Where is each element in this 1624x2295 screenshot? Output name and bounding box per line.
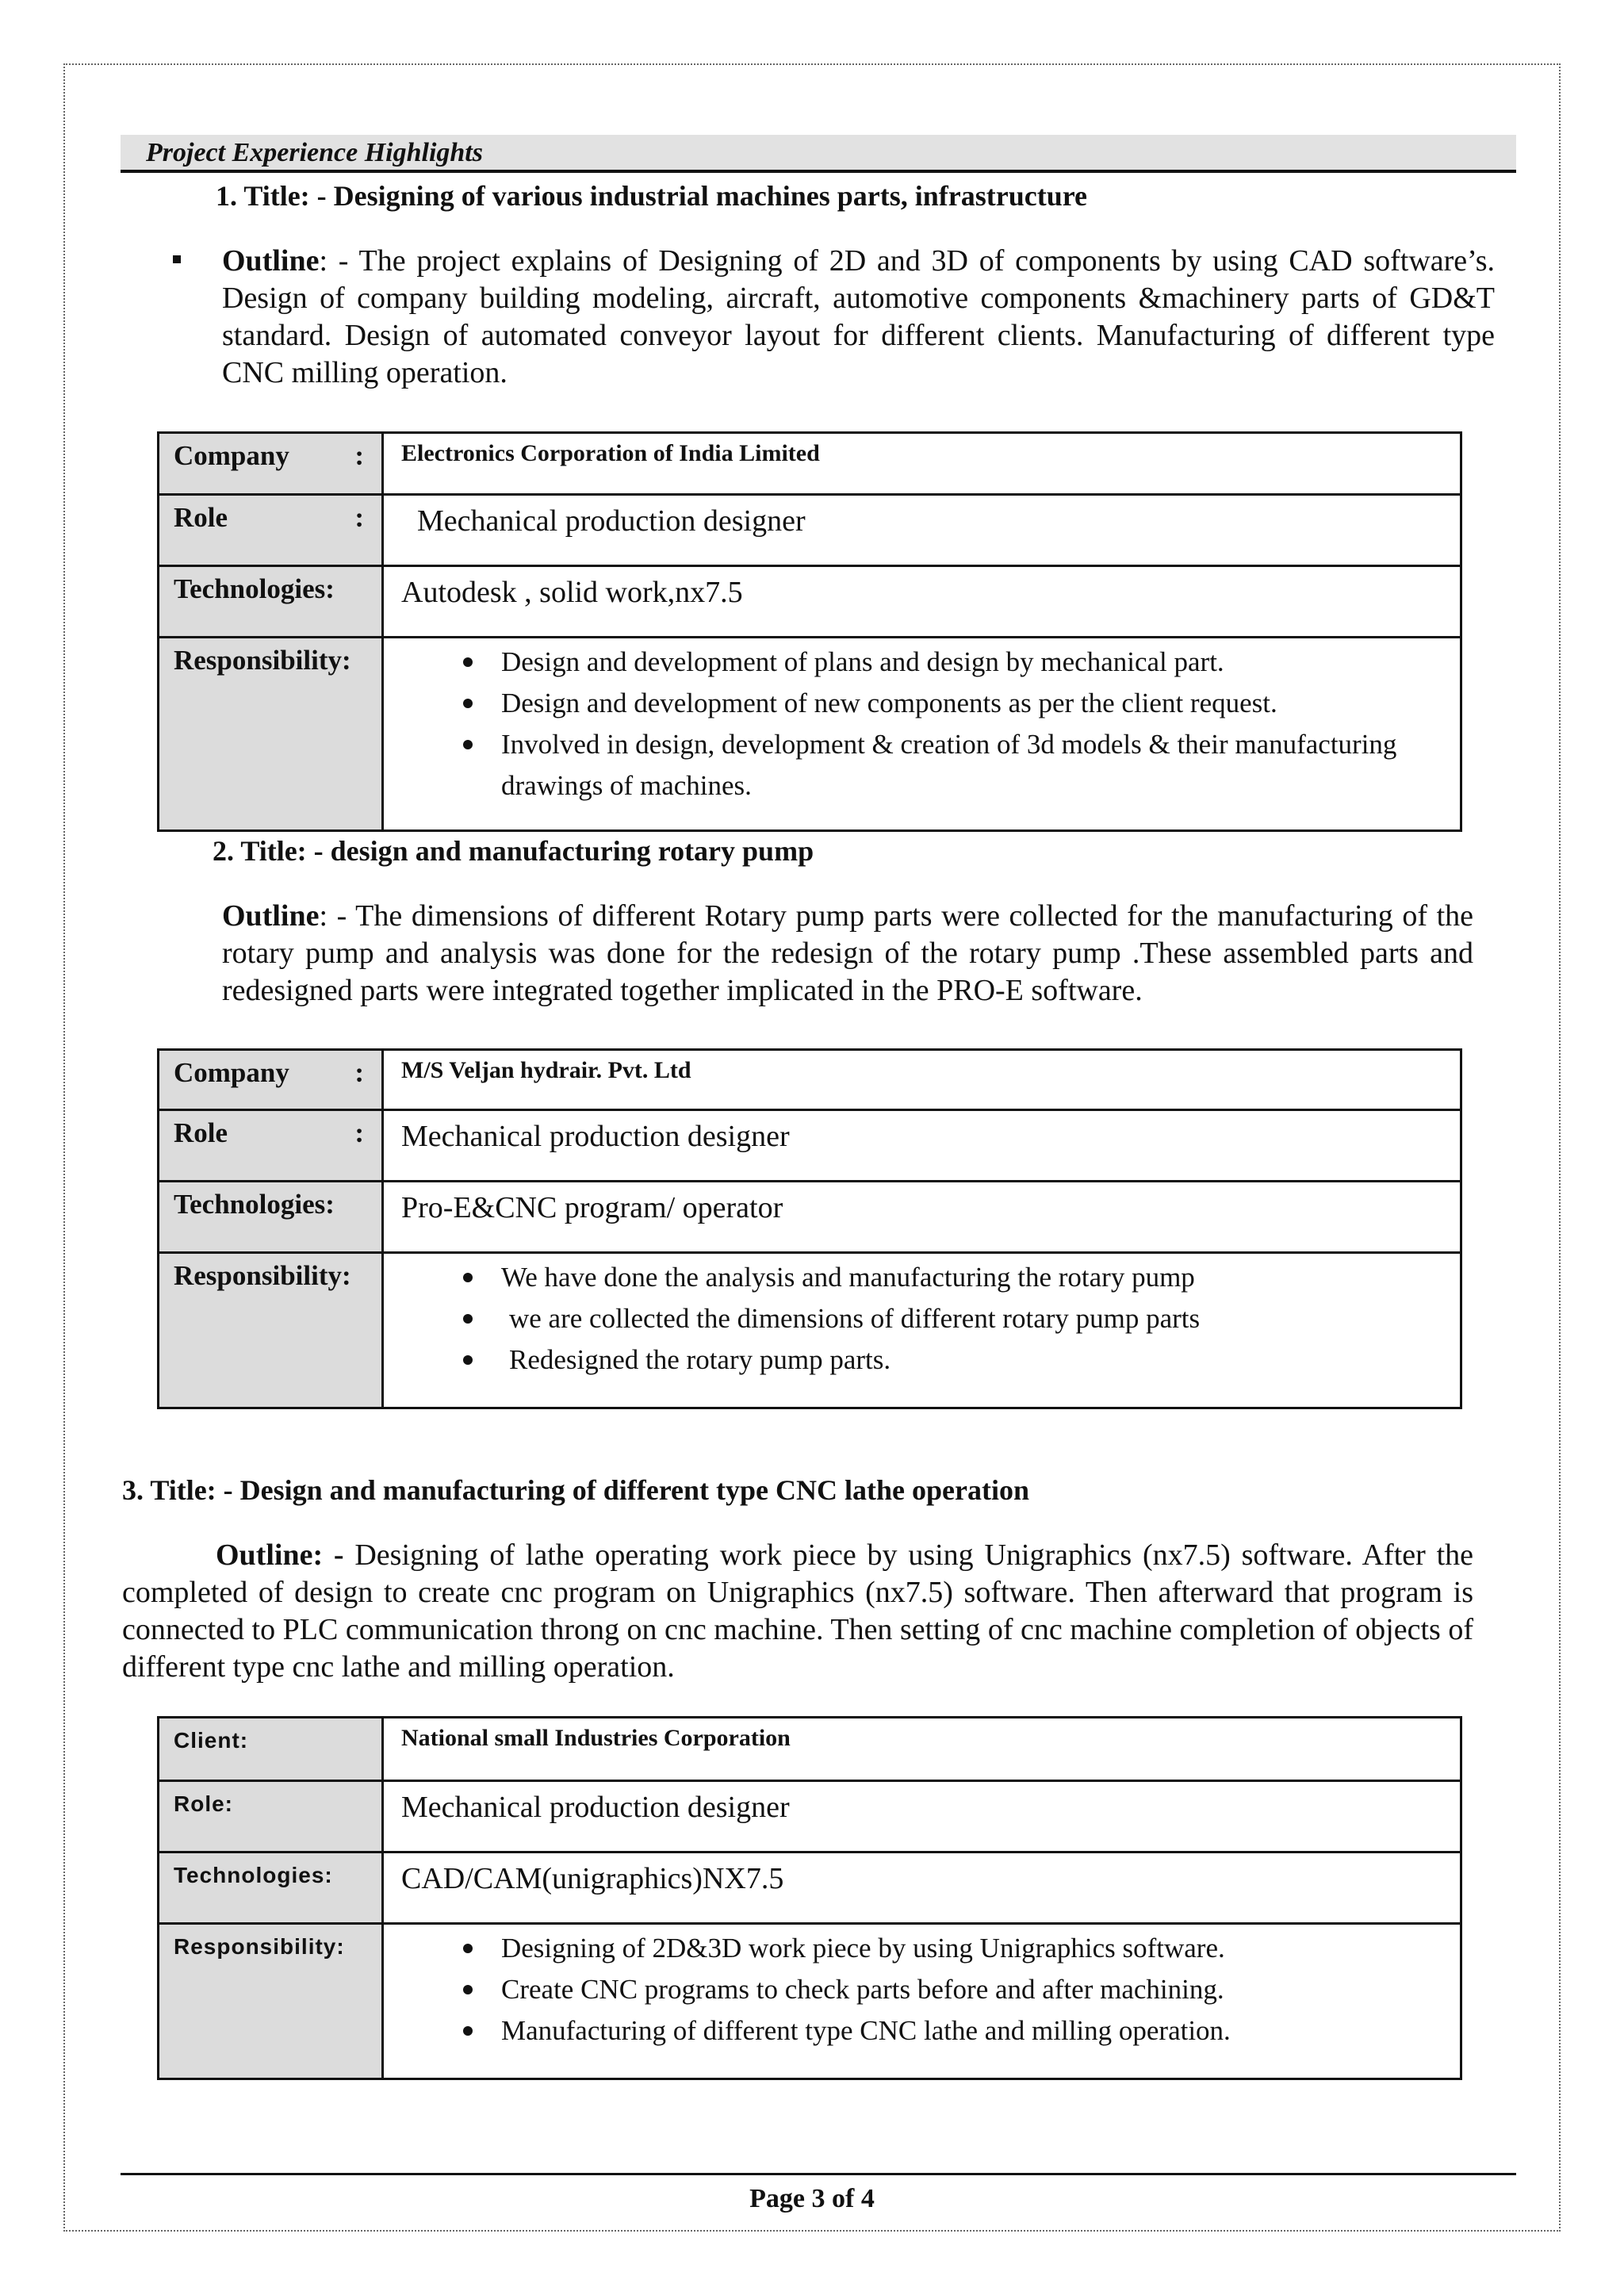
client-label: Client:	[174, 1728, 249, 1753]
tech-value-cell	[383, 1852, 1461, 1924]
list-item: Involved in design, development & creation of 3d models & their manufacturing drawings of machines.	[384, 724, 1460, 807]
company-label-cell	[159, 433, 383, 495]
role-value-cell	[383, 495, 1461, 566]
client-label-cell	[159, 1718, 383, 1781]
list-item: Manufacturing of different type CNC lathe and milling operation.	[384, 2010, 1460, 2052]
role-value-cell	[383, 1781, 1461, 1852]
tech-value-cell	[383, 1182, 1461, 1253]
role-value: Mechanical production designer	[417, 504, 806, 538]
role-label-cell	[159, 495, 383, 566]
table-row	[159, 495, 1461, 566]
project-3-title: 3. Title: - Design and manufacturing of different type CNC lathe operation	[122, 1474, 1029, 1506]
company-label: Company	[174, 1057, 289, 1088]
role-value: Mechanical production designer	[401, 1120, 790, 1153]
colon: :	[354, 502, 364, 533]
list-item: Redesigned the rotary pump parts.	[384, 1339, 1460, 1381]
bullet-icon	[463, 1944, 473, 1953]
project-3-outline	[122, 1537, 1473, 1686]
bullet-icon	[463, 2026, 473, 2036]
list-item: We have done the analysis and manufacturing the rotary pump	[384, 1257, 1460, 1298]
project-1-title: 1. Title: - Designing of various industrial machines parts, infrastructure	[216, 180, 1088, 212]
colon: :	[354, 1117, 364, 1148]
resp-label: Responsibility:	[174, 645, 351, 676]
footer-divider	[121, 2173, 1516, 2175]
tech-value-cell	[383, 566, 1461, 638]
list-item: Create CNC programs to check parts before and after machining.	[384, 1969, 1460, 2010]
table-row	[159, 638, 1461, 831]
project-2-outline	[222, 898, 1473, 1010]
section-header	[121, 135, 1516, 173]
resp-value-cell	[383, 1924, 1461, 2079]
colon: :	[354, 1057, 364, 1088]
project-2-title: 2. Title: - design and manufacturing rotary pump	[213, 835, 814, 867]
table-row	[159, 1924, 1461, 2079]
tech-value: Autodesk , solid work,nx7.5	[401, 576, 743, 609]
responsibility-list	[384, 638, 1460, 807]
bullet-icon	[463, 740, 473, 749]
resp-value-cell	[383, 638, 1461, 831]
outline-text: : - The project explains of Designing of 2D and 3D of components by using CAD software’s. Design of company building modeling, aircraft, automotive components &machinery parts of GD&T standard. Design of automated conveyor layout for different clients. Manufacturing of different type CNC milling operation.	[222, 244, 1495, 389]
colon: :	[354, 440, 364, 471]
role-label: Role	[174, 502, 228, 533]
list-item: Designing of 2D&3D work piece by using Unigraphics software.	[384, 1928, 1460, 1969]
table-row	[159, 433, 1461, 495]
project-1-outline	[222, 243, 1495, 392]
table-row	[159, 1253, 1461, 1408]
outline-text: Designing of lathe operating work piece by using Unigraphics (nx7.5) software. After the completed of design to create cnc program on Unigraphics (nx7.5) software. Then afterward that program is connected to PLC communication throng on cnc machine. Then setting of cnc machine completion of objects of different type cnc lathe and milling operation.	[122, 1538, 1473, 1684]
role-value: Mechanical production designer	[401, 1791, 790, 1824]
table-row	[159, 1050, 1461, 1110]
tech-label: Technologies:	[174, 573, 335, 604]
list-item: Design and development of new components as per the client request.	[384, 683, 1460, 724]
resp-label-cell	[159, 1924, 383, 2079]
resp-label-cell	[159, 638, 383, 831]
role-label-cell	[159, 1781, 383, 1852]
tech-label-cell	[159, 1852, 383, 1924]
list-item: Design and development of plans and design by mechanical part.	[384, 642, 1460, 683]
tech-label: Technologies:	[174, 1189, 335, 1220]
responsibility-list	[384, 1925, 1460, 2052]
tech-label: Technologies:	[174, 1863, 333, 1887]
section-title: Project Experience Highlights	[146, 138, 483, 167]
project-1-table	[157, 431, 1462, 832]
tech-value: Pro-E&CNC program/ operator	[401, 1191, 783, 1224]
table-row	[159, 1718, 1461, 1781]
page-number: Page 3 of 4	[749, 2184, 875, 2213]
table-row	[159, 1852, 1461, 1924]
role-label: Role:	[174, 1791, 233, 1816]
outline-text: : - The dimensions of different Rotary pump parts were collected for the manufacturing of the rotary pump and analysis was done for the redesign of the rotary pump .These assembled parts and redesigned parts were integrated together implicated in the PRO-E software.	[222, 899, 1473, 1007]
project-3-table	[157, 1716, 1462, 2080]
company-value-cell	[383, 433, 1461, 495]
table-row	[159, 1182, 1461, 1253]
resp-label: Responsibility:	[174, 1260, 351, 1291]
tech-value: CAD/CAM(unigraphics)NX7.5	[401, 1862, 784, 1895]
client-value-cell	[383, 1718, 1461, 1781]
bullet-icon	[463, 699, 473, 708]
outline-label: Outline	[222, 899, 320, 933]
company-value: Electronics Corporation of India Limited	[401, 440, 820, 466]
bullet-icon	[463, 1355, 473, 1365]
resp-label-cell	[159, 1253, 383, 1408]
resp-label: Responsibility:	[174, 1934, 345, 1959]
square-bullet-icon	[173, 255, 181, 263]
bullet-icon	[463, 1985, 473, 1994]
outline-label: Outline: -	[216, 1538, 344, 1572]
table-row	[159, 1110, 1461, 1182]
table-row	[159, 566, 1461, 638]
table-row	[159, 1781, 1461, 1852]
resp-value-cell	[383, 1253, 1461, 1408]
bullet-icon	[463, 1314, 473, 1324]
company-value-cell	[383, 1050, 1461, 1110]
company-value: M/S Veljan hydrair. Pvt. Ltd	[401, 1057, 691, 1083]
list-item: we are collected the dimensions of different rotary pump parts	[384, 1298, 1460, 1339]
bullet-icon	[463, 1273, 473, 1282]
company-label-cell	[159, 1050, 383, 1110]
client-value: National small Industries Corporation	[401, 1725, 791, 1751]
role-value-cell	[383, 1110, 1461, 1182]
project-2-table	[157, 1048, 1462, 1409]
bullet-icon	[463, 657, 473, 667]
tech-label-cell	[159, 1182, 383, 1253]
role-label: Role	[174, 1117, 228, 1148]
responsibility-list	[384, 1254, 1460, 1381]
role-label-cell	[159, 1110, 383, 1182]
company-label: Company	[174, 440, 289, 471]
tech-label-cell	[159, 566, 383, 638]
outline-label: Outline	[222, 244, 320, 278]
